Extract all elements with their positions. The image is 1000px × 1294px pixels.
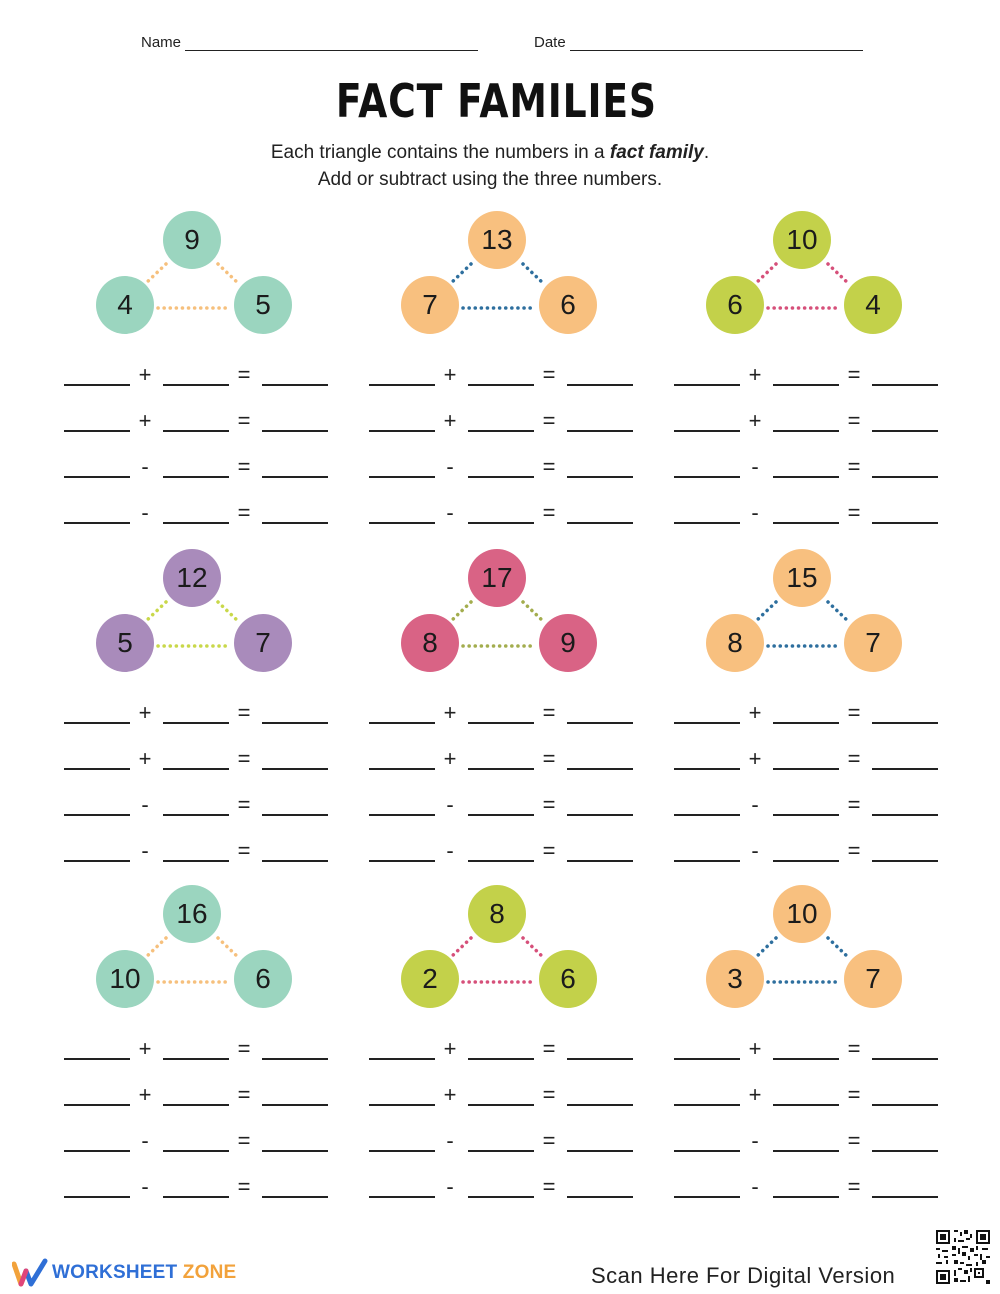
- answer-blank[interactable]: [674, 522, 740, 524]
- equation-row: [48, 500, 348, 530]
- answer-blank[interactable]: [773, 1196, 839, 1198]
- operator-sign: +: [748, 1036, 762, 1061]
- equals-sign: =: [847, 1036, 861, 1061]
- number-circle-top: 16: [163, 885, 221, 943]
- equals-sign: =: [847, 362, 861, 387]
- equation-row: [658, 454, 958, 484]
- number-circle-right: 4: [844, 276, 902, 334]
- number-triangle: [353, 210, 653, 350]
- equation-row: [353, 408, 653, 438]
- equals-sign: =: [847, 700, 861, 725]
- number-circle-right: 6: [539, 950, 597, 1008]
- operator-sign: -: [446, 454, 454, 479]
- answer-blank[interactable]: [64, 768, 130, 770]
- operator-sign: +: [443, 1036, 457, 1061]
- name-label: Name: [141, 34, 182, 51]
- equation-row: [48, 700, 348, 730]
- equals-sign: =: [542, 500, 556, 525]
- page-title: FACT FAMILIES: [335, 74, 657, 128]
- answer-blank[interactable]: [674, 384, 740, 386]
- equals-sign: =: [847, 746, 861, 771]
- equals-sign: =: [237, 746, 251, 771]
- number-triangle: [658, 210, 958, 350]
- operator-sign: -: [141, 1174, 149, 1199]
- operator-sign: -: [751, 1128, 759, 1153]
- operator-sign: -: [446, 500, 454, 525]
- answer-blank[interactable]: [773, 1104, 839, 1106]
- equation-row: [353, 746, 653, 776]
- equation-row: [658, 1082, 958, 1112]
- equals-sign: =: [542, 362, 556, 387]
- answer-blank[interactable]: [468, 522, 534, 524]
- answer-blank[interactable]: [674, 476, 740, 478]
- answer-blank[interactable]: [567, 768, 633, 770]
- equals-sign: =: [847, 454, 861, 479]
- equation-row: [48, 746, 348, 776]
- number-triangle: [48, 884, 348, 1024]
- answer-blank[interactable]: [567, 1196, 633, 1198]
- equals-sign: =: [847, 408, 861, 433]
- answer-blank[interactable]: [468, 384, 534, 386]
- operator-sign: -: [141, 792, 149, 817]
- answer-blank[interactable]: [64, 430, 130, 432]
- answer-blank[interactable]: [872, 1058, 938, 1060]
- answer-blank[interactable]: [64, 722, 130, 724]
- operator-sign: -: [446, 792, 454, 817]
- answer-blank[interactable]: [468, 1196, 534, 1198]
- answer-blank[interactable]: [369, 1058, 435, 1060]
- instruction-line-2: Add or subtract using the three numbers.: [317, 169, 663, 190]
- answer-blank[interactable]: [567, 476, 633, 478]
- answer-blank[interactable]: [674, 430, 740, 432]
- answer-blank[interactable]: [369, 814, 435, 816]
- answer-blank[interactable]: [163, 1196, 229, 1198]
- answer-blank[interactable]: [773, 522, 839, 524]
- equals-sign: =: [237, 362, 251, 387]
- answer-blank[interactable]: [64, 1058, 130, 1060]
- equals-sign: =: [237, 454, 251, 479]
- operator-sign: -: [751, 500, 759, 525]
- equals-sign: =: [237, 1082, 251, 1107]
- answer-blank[interactable]: [163, 722, 229, 724]
- answer-blank[interactable]: [64, 814, 130, 816]
- answer-blank[interactable]: [163, 522, 229, 524]
- fact-family-4: [48, 548, 348, 888]
- answer-blank[interactable]: [872, 768, 938, 770]
- answer-blank[interactable]: [262, 1058, 328, 1060]
- name-line[interactable]: [185, 36, 478, 51]
- equation-row: [353, 362, 653, 392]
- equation-row: [658, 746, 958, 776]
- number-circle-top: 15: [773, 549, 831, 607]
- equals-sign: =: [542, 408, 556, 433]
- answer-blank[interactable]: [567, 430, 633, 432]
- equation-row: [658, 1174, 958, 1204]
- operator-sign: +: [748, 408, 762, 433]
- logo-mark-icon: [12, 1258, 48, 1288]
- fact-family-1: [48, 210, 348, 550]
- operator-sign: +: [138, 746, 152, 771]
- answer-blank[interactable]: [262, 1196, 328, 1198]
- operator-sign: -: [446, 1128, 454, 1153]
- answer-blank[interactable]: [468, 1150, 534, 1152]
- instruction-text: Each triangle contains the numbers in a: [270, 142, 610, 163]
- operator-sign: +: [748, 700, 762, 725]
- answer-blank[interactable]: [163, 476, 229, 478]
- fact-family-5: [353, 548, 653, 888]
- number-circle-right: 6: [539, 276, 597, 334]
- number-circle-left: 5: [96, 614, 154, 672]
- equals-sign: =: [237, 792, 251, 817]
- number-circle-right: 6: [234, 950, 292, 1008]
- equals-sign: =: [542, 454, 556, 479]
- operator-sign: +: [443, 362, 457, 387]
- number-circle-top: 10: [773, 885, 831, 943]
- number-circle-top: 10: [773, 211, 831, 269]
- answer-blank[interactable]: [163, 860, 229, 862]
- answer-blank[interactable]: [163, 1104, 229, 1106]
- answer-blank[interactable]: [567, 860, 633, 862]
- equation-row: [48, 1174, 348, 1204]
- equation-row: [48, 454, 348, 484]
- number-circle-top: 17: [468, 549, 526, 607]
- equation-row: [353, 1174, 653, 1204]
- scan-caption: Scan Here For Digital Version: [591, 1263, 896, 1288]
- answer-blank[interactable]: [163, 384, 229, 386]
- equals-sign: =: [847, 1128, 861, 1153]
- operator-sign: -: [141, 500, 149, 525]
- number-circle-right: 7: [234, 614, 292, 672]
- equals-sign: =: [237, 1128, 251, 1153]
- operator-sign: -: [751, 1174, 759, 1199]
- equation-row: [353, 1036, 653, 1066]
- instruction-period: .: [703, 142, 710, 163]
- answer-blank[interactable]: [872, 722, 938, 724]
- answer-blank[interactable]: [369, 384, 435, 386]
- answer-blank[interactable]: [369, 1196, 435, 1198]
- answer-blank[interactable]: [369, 476, 435, 478]
- number-circle-left: 10: [96, 950, 154, 1008]
- answer-blank[interactable]: [567, 1150, 633, 1152]
- answer-blank[interactable]: [567, 384, 633, 386]
- answer-blank[interactable]: [369, 1104, 435, 1106]
- answer-blank[interactable]: [369, 1150, 435, 1152]
- answer-blank[interactable]: [64, 1104, 130, 1106]
- answer-blank[interactable]: [773, 768, 839, 770]
- answer-blank[interactable]: [468, 476, 534, 478]
- equals-sign: =: [542, 838, 556, 863]
- number-circle-top: 13: [468, 211, 526, 269]
- operator-sign: -: [446, 838, 454, 863]
- operator-sign: -: [751, 454, 759, 479]
- answer-blank[interactable]: [369, 430, 435, 432]
- equation-row: [353, 500, 653, 530]
- date-field[interactable]: [534, 34, 863, 51]
- equals-sign: =: [542, 1174, 556, 1199]
- operator-sign: +: [748, 1082, 762, 1107]
- operator-sign: -: [141, 1128, 149, 1153]
- answer-blank[interactable]: [468, 768, 534, 770]
- number-circle-right: 5: [234, 276, 292, 334]
- answer-blank[interactable]: [64, 1196, 130, 1198]
- number-triangle: [353, 548, 653, 688]
- equation-row: [48, 1128, 348, 1158]
- answer-blank[interactable]: [64, 522, 130, 524]
- equals-sign: =: [847, 1082, 861, 1107]
- answer-blank[interactable]: [872, 1104, 938, 1106]
- equals-sign: =: [847, 838, 861, 863]
- date-label: Date: [534, 34, 566, 51]
- operator-sign: +: [138, 408, 152, 433]
- fact-family-8: [353, 884, 653, 1224]
- equation-row: [353, 700, 653, 730]
- operator-sign: +: [138, 700, 152, 725]
- equation-row: [658, 408, 958, 438]
- answer-blank[interactable]: [468, 430, 534, 432]
- number-circle-left: 7: [401, 276, 459, 334]
- number-circle-top: 12: [163, 549, 221, 607]
- answer-blank[interactable]: [773, 384, 839, 386]
- equation-row: [48, 1082, 348, 1112]
- equals-sign: =: [847, 792, 861, 817]
- answer-blank[interactable]: [262, 476, 328, 478]
- equation-row: [658, 700, 958, 730]
- answer-blank[interactable]: [872, 476, 938, 478]
- equation-row: [48, 1036, 348, 1066]
- equation-row: [658, 838, 958, 868]
- answer-blank[interactable]: [567, 1058, 633, 1060]
- operator-sign: +: [138, 362, 152, 387]
- answer-blank[interactable]: [872, 814, 938, 816]
- answer-blank[interactable]: [262, 384, 328, 386]
- equation-row: [658, 1128, 958, 1158]
- answer-blank[interactable]: [468, 860, 534, 862]
- answer-blank[interactable]: [262, 860, 328, 862]
- number-circle-left: 6: [706, 276, 764, 334]
- equation-row: [658, 362, 958, 392]
- equation-row: [353, 1128, 653, 1158]
- number-triangle: [658, 884, 958, 1024]
- answer-blank[interactable]: [872, 430, 938, 432]
- equation-row: [48, 838, 348, 868]
- answer-blank[interactable]: [64, 384, 130, 386]
- answer-blank[interactable]: [773, 1058, 839, 1060]
- answer-blank[interactable]: [262, 1150, 328, 1152]
- operator-sign: +: [443, 700, 457, 725]
- answer-blank[interactable]: [262, 1104, 328, 1106]
- answer-blank[interactable]: [674, 1150, 740, 1152]
- instruction-emphasis: fact family: [609, 142, 704, 163]
- operator-sign: -: [446, 1174, 454, 1199]
- equals-sign: =: [542, 1128, 556, 1153]
- equals-sign: =: [542, 792, 556, 817]
- answer-blank[interactable]: [64, 860, 130, 862]
- operator-sign: +: [748, 362, 762, 387]
- answer-blank[interactable]: [773, 722, 839, 724]
- number-circle-top: 8: [468, 885, 526, 943]
- answer-blank[interactable]: [262, 768, 328, 770]
- answer-blank[interactable]: [163, 768, 229, 770]
- number-circle-left: 8: [401, 614, 459, 672]
- answer-blank[interactable]: [567, 722, 633, 724]
- equals-sign: =: [542, 1082, 556, 1107]
- answer-blank[interactable]: [872, 522, 938, 524]
- number-circle-left: 2: [401, 950, 459, 1008]
- answer-blank[interactable]: [163, 430, 229, 432]
- answer-blank[interactable]: [163, 1058, 229, 1060]
- answer-blank[interactable]: [262, 722, 328, 724]
- answer-blank[interactable]: [64, 1150, 130, 1152]
- equals-sign: =: [847, 500, 861, 525]
- number-circle-top: 9: [163, 211, 221, 269]
- number-triangle: [658, 548, 958, 688]
- logo-word-worksheet: WORKSHEET: [52, 1262, 178, 1283]
- fact-family-7: [48, 884, 348, 1224]
- operator-sign: +: [443, 1082, 457, 1107]
- answer-blank[interactable]: [567, 522, 633, 524]
- operator-sign: -: [751, 792, 759, 817]
- answer-blank[interactable]: [674, 860, 740, 862]
- answer-blank[interactable]: [674, 814, 740, 816]
- number-circle-right: 7: [844, 950, 902, 1008]
- answer-blank[interactable]: [872, 1150, 938, 1152]
- number-circle-left: 4: [96, 276, 154, 334]
- answer-blank[interactable]: [163, 1150, 229, 1152]
- answer-blank[interactable]: [773, 814, 839, 816]
- answer-blank[interactable]: [468, 1058, 534, 1060]
- fact-family-3: [658, 210, 958, 550]
- equals-sign: =: [542, 746, 556, 771]
- number-circle-right: 7: [844, 614, 902, 672]
- equals-sign: =: [237, 408, 251, 433]
- equation-row: [48, 362, 348, 392]
- number-triangle: [48, 548, 348, 688]
- fact-family-2: [353, 210, 653, 550]
- fact-family-6: [658, 548, 958, 888]
- answer-blank[interactable]: [369, 768, 435, 770]
- equation-row: [353, 792, 653, 822]
- answer-blank[interactable]: [773, 476, 839, 478]
- equals-sign: =: [237, 1174, 251, 1199]
- answer-blank[interactable]: [872, 1196, 938, 1198]
- number-triangle: [353, 884, 653, 1024]
- number-circle-left: 8: [706, 614, 764, 672]
- equation-row: [353, 1082, 653, 1112]
- number-circle-left: 3: [706, 950, 764, 1008]
- answer-blank[interactable]: [369, 860, 435, 862]
- answer-blank[interactable]: [468, 722, 534, 724]
- fact-family-9: [658, 884, 958, 1224]
- answer-blank[interactable]: [567, 1104, 633, 1106]
- operator-sign: -: [751, 838, 759, 863]
- answer-blank[interactable]: [64, 476, 130, 478]
- number-triangle: [48, 210, 348, 350]
- operator-sign: -: [141, 838, 149, 863]
- equals-sign: =: [237, 500, 251, 525]
- equals-sign: =: [237, 838, 251, 863]
- name-field[interactable]: [141, 34, 478, 51]
- operator-sign: +: [748, 746, 762, 771]
- operator-sign: -: [141, 454, 149, 479]
- answer-blank[interactable]: [468, 814, 534, 816]
- answer-blank[interactable]: [674, 722, 740, 724]
- answer-blank[interactable]: [773, 430, 839, 432]
- operator-sign: +: [138, 1036, 152, 1061]
- equals-sign: =: [237, 700, 251, 725]
- answer-blank[interactable]: [674, 768, 740, 770]
- answer-blank[interactable]: [674, 1058, 740, 1060]
- operator-sign: +: [443, 408, 457, 433]
- answer-blank[interactable]: [773, 1150, 839, 1152]
- qr-code-icon[interactable]: [934, 1228, 992, 1286]
- answer-blank[interactable]: [872, 384, 938, 386]
- equals-sign: =: [542, 1036, 556, 1061]
- answer-blank[interactable]: [369, 722, 435, 724]
- number-circle-right: 9: [539, 614, 597, 672]
- answer-blank[interactable]: [674, 1196, 740, 1198]
- operator-sign: +: [138, 1082, 152, 1107]
- equation-row: [48, 408, 348, 438]
- equation-row: [658, 500, 958, 530]
- logo-text: [52, 1262, 236, 1284]
- answer-blank[interactable]: [262, 430, 328, 432]
- answer-blank[interactable]: [674, 1104, 740, 1106]
- equation-row: [48, 792, 348, 822]
- equation-row: [658, 1036, 958, 1066]
- equation-row: [353, 454, 653, 484]
- answer-blank[interactable]: [369, 522, 435, 524]
- logo-word-zone: ZONE: [182, 1262, 237, 1283]
- equals-sign: =: [542, 700, 556, 725]
- answer-blank[interactable]: [872, 860, 938, 862]
- date-line[interactable]: [570, 36, 863, 51]
- equation-row: [658, 792, 958, 822]
- answer-blank[interactable]: [773, 860, 839, 862]
- answer-blank[interactable]: [262, 522, 328, 524]
- answer-blank[interactable]: [163, 814, 229, 816]
- answer-blank[interactable]: [262, 814, 328, 816]
- answer-blank[interactable]: [468, 1104, 534, 1106]
- answer-blank[interactable]: [567, 814, 633, 816]
- worksheet-zone-logo: [12, 1258, 236, 1288]
- equals-sign: =: [237, 1036, 251, 1061]
- equation-row: [353, 838, 653, 868]
- instruction-line-1: [0, 142, 980, 164]
- operator-sign: +: [443, 746, 457, 771]
- equals-sign: =: [847, 1174, 861, 1199]
